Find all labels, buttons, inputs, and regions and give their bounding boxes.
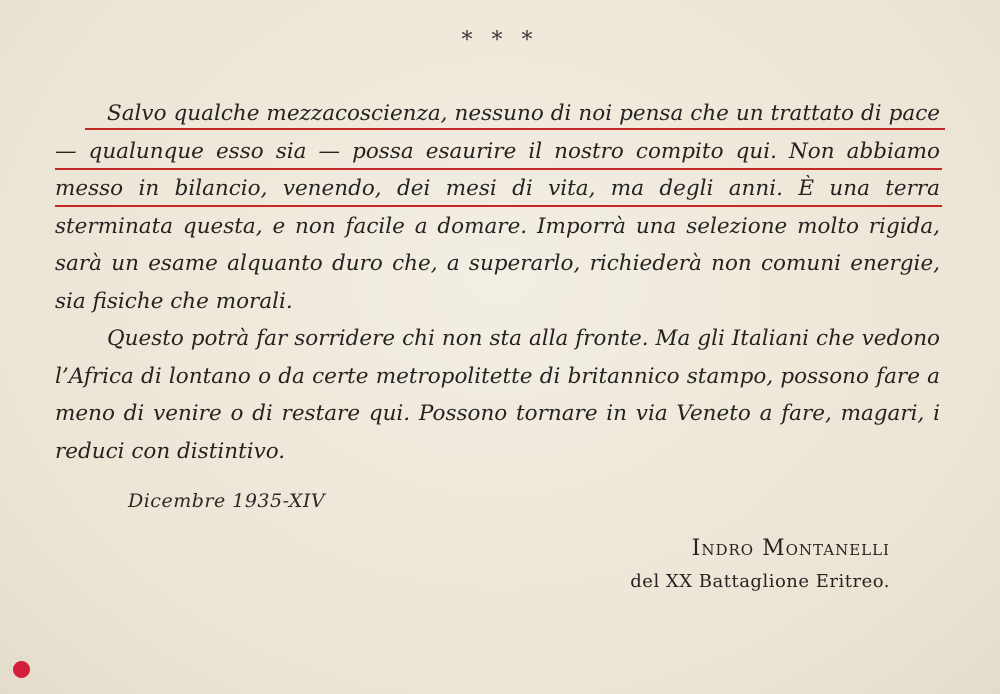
body-text <box>55 95 940 470</box>
author-unit: del XX Battaglione Eritreo. <box>630 571 890 592</box>
highlight-underline-1 <box>85 128 945 130</box>
red-dot-marker-icon <box>13 661 30 678</box>
section-divider: * * * <box>461 28 539 53</box>
signature-block <box>630 534 890 594</box>
paragraph-1: Salvo qualche mezzacoscienza, nessuno di noi pensa che un trattato di pace — qualunque esso sia — possa esaurire il nostro compito qui. Non abbiamo messo in bilancio, venendo, dei mesi di vita, ma degli anni. È una terra sterminata questa, e non facile a domare. Imporrà una selezione molto rigida, sarà un esame alquanto duro che, a superarlo, richiederà non comuni energie, sia fisiche che morali. <box>55 101 940 314</box>
paragraph-2: Questo potrà far sorridere chi non sta alla fronte. Ma gli Italiani che vedono l’Africa di lontano o da certe metropolitette di britannico stampo, possono fare a meno di venire o di restare qui. Possono tornare in via Veneto a fare, magari, i reduci con distintivo. <box>55 326 940 464</box>
date-line: Dicembre 1935-XIV <box>128 490 326 512</box>
author-name: Indro Montanelli <box>691 536 890 561</box>
highlight-underline-3 <box>55 205 942 207</box>
highlight-underline-2 <box>55 168 942 170</box>
